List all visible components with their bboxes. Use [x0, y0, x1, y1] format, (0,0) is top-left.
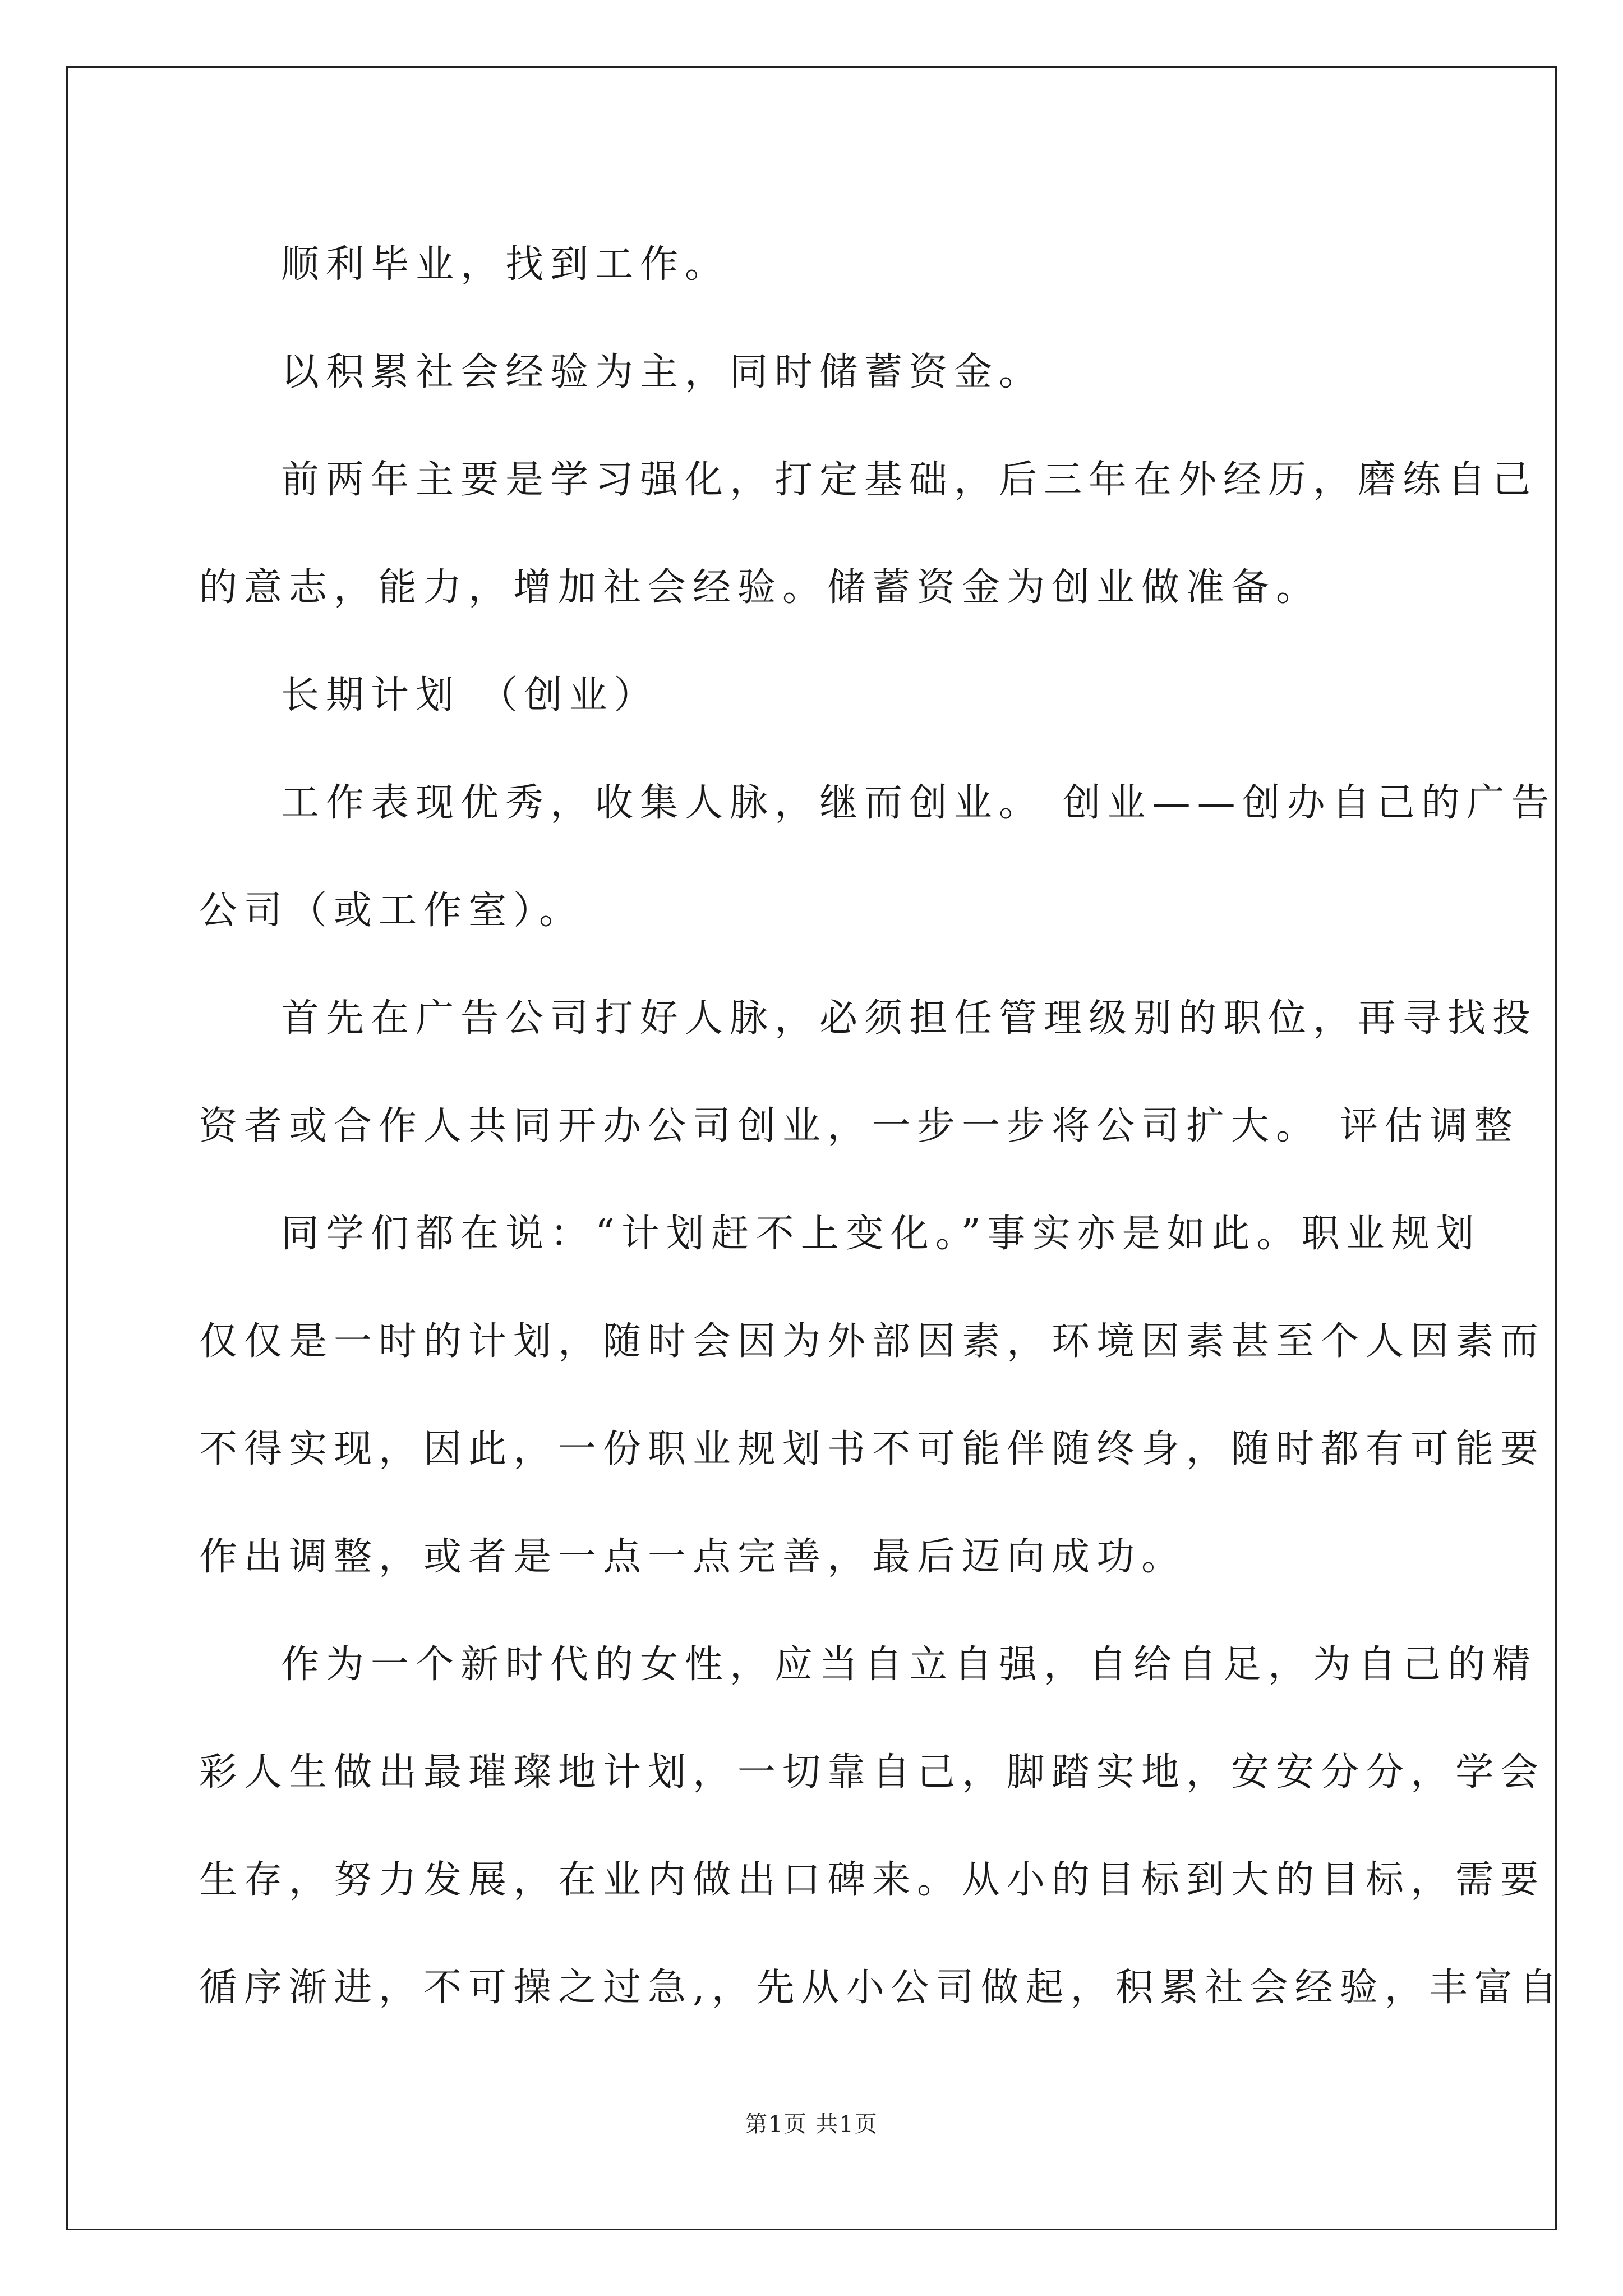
- text-line: 生存，努力发展，在业内做出口碑来。从小的目标到大的目标，需要: [199, 1858, 1546, 1902]
- text-line: 作为一个新时代的女性，应当自立自强，自给自足，为自己的精: [281, 1642, 1538, 1687]
- text-line: 长期计划 （创业）: [281, 673, 659, 717]
- section-heading-long-term-plan: [199, 642, 1427, 749]
- text-line: 同学们都在说：“计划赶不上变化。”事实亦是如此。职业规划: [281, 1212, 1481, 1256]
- text-line: 前两年主要是学习强化，打定基础，后三年在外经历，磨练自己: [281, 458, 1538, 502]
- text-line: 仅仅是一时的计划，随时会因为外部因素，环境因素甚至个人因素而: [199, 1319, 1546, 1364]
- paragraph-7: [199, 1180, 1546, 1611]
- page-number-footer: 第1页 共1页: [745, 2111, 878, 2137]
- text-line: 作出调整，或者是一点一点完善，最后迈向成功。: [199, 1535, 1187, 1579]
- text-line: 循序渐进，不可操之过急,，先从小公司做起，积累社会经验，丰富自: [199, 1966, 1564, 2010]
- paragraph-8: [199, 1611, 1564, 2042]
- text-line: 资者或合作人共同开办公司创业，一步一步将公司扩大。 评估调整: [199, 1104, 1519, 1148]
- paragraph-2: [199, 319, 1427, 426]
- paragraph-1: [199, 211, 1427, 319]
- document-body: [199, 211, 1564, 2042]
- text-line: 彩人生做出最璀璨地计划，一切靠自己，脚踏实地，安安分分，学会: [199, 1750, 1546, 1795]
- text-line: 公司（或工作室）。: [199, 889, 584, 933]
- paragraph-3: [199, 426, 1538, 642]
- paragraph-5: [199, 749, 1556, 965]
- text-line: 的意志，能力，增加社会经验。储蓄资金为创业做准备。: [199, 565, 1321, 610]
- paragraph-6: [199, 965, 1538, 1180]
- text-line: 首先在广告公司打好人脉，必须担任管理级别的职位，再寻找投: [281, 996, 1538, 1041]
- text-line: 不得实现，因此，一份职业规划书不可能伴随终身，随时都有可能要: [199, 1427, 1546, 1471]
- text-line: 工作表现优秀，收集人脉，继而创业。 创业——创办自己的广告: [281, 781, 1556, 825]
- text-line: 顺利毕业，找到工作。: [281, 242, 730, 287]
- text-line: 以积累社会经验为主，同时储蓄资金。: [281, 350, 1044, 394]
